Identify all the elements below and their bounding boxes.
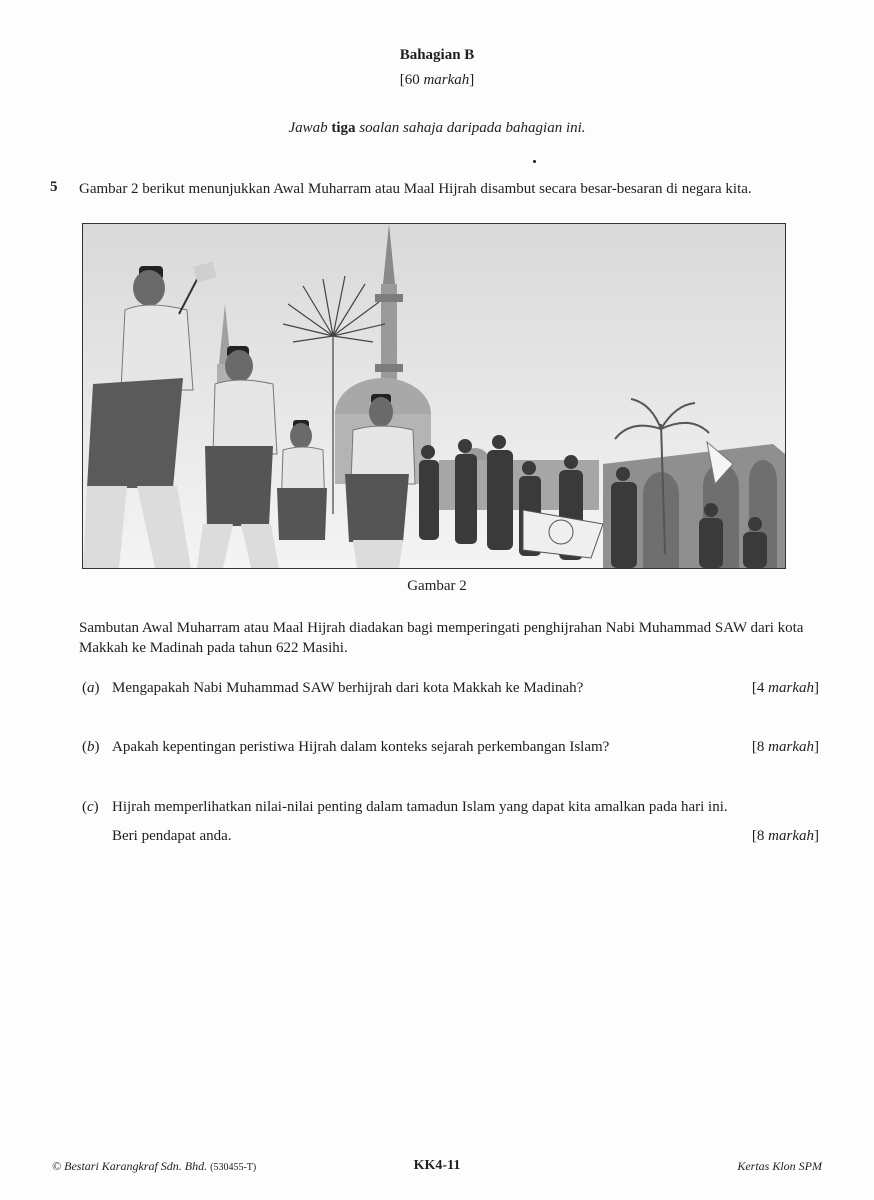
question-intro: Gambar 2 berikut menunjukkan Awal Muharram atau Maal Hijrah disambut secara besar-besaran di negara kita. [79, 181, 752, 197]
section-instruction: Jawab tiga soalan sahaja daripada bahagian ini. [288, 120, 586, 136]
subquestion-text-line-2: Beri pendapat anda. [112, 828, 232, 844]
procession-photo-illustration [83, 224, 785, 568]
footer-page-code: KK4-11 [413, 1158, 461, 1173]
subquestion-letter: (c) [82, 799, 99, 815]
section-total-marks: [60 markah] [399, 72, 475, 88]
subquestion-letter: (a) [82, 680, 100, 696]
subquestion-marks: [8 markah] [751, 739, 819, 755]
section-title: Bahagian B [399, 47, 475, 63]
subquestion-text: Apakah kepentingan peristiwa Hijrah dalam konteks sejarah perkembangan Islam? [112, 739, 610, 755]
subquestion-marks: [4 markah] [751, 680, 819, 696]
footer-paper-title: Kertas Klon SPM [737, 1159, 822, 1173]
footer-copyright: © Bestari Karangkraf Sdn. Bhd. (530455-T) [52, 1159, 257, 1173]
subquestion-text: Mengapakah Nabi Muhammad SAW berhijrah dari kota Makkah ke Madinah? [112, 680, 584, 696]
subquestion-marks: [8 markah] [751, 828, 819, 844]
procession-photo [82, 223, 786, 569]
subquestion-text: Hijrah memperlihatkan nilai-nilai penting dalam tamadun Islam yang dapat kita amalkan pada hari ini. [112, 799, 728, 815]
context-paragraph: Sambutan Awal Muharram atau Maal Hijrah diadakan bagi memperingati penghijrahan Nabi Muhammad SAW dari kota Makkah ke Madinah pada tahun 622 Masihi. [79, 620, 804, 656]
subquestion-letter: (b) [82, 739, 100, 755]
figure-caption: Gambar 2 [407, 578, 467, 594]
stray-dot [533, 160, 536, 163]
question-number: 5 [50, 179, 58, 195]
